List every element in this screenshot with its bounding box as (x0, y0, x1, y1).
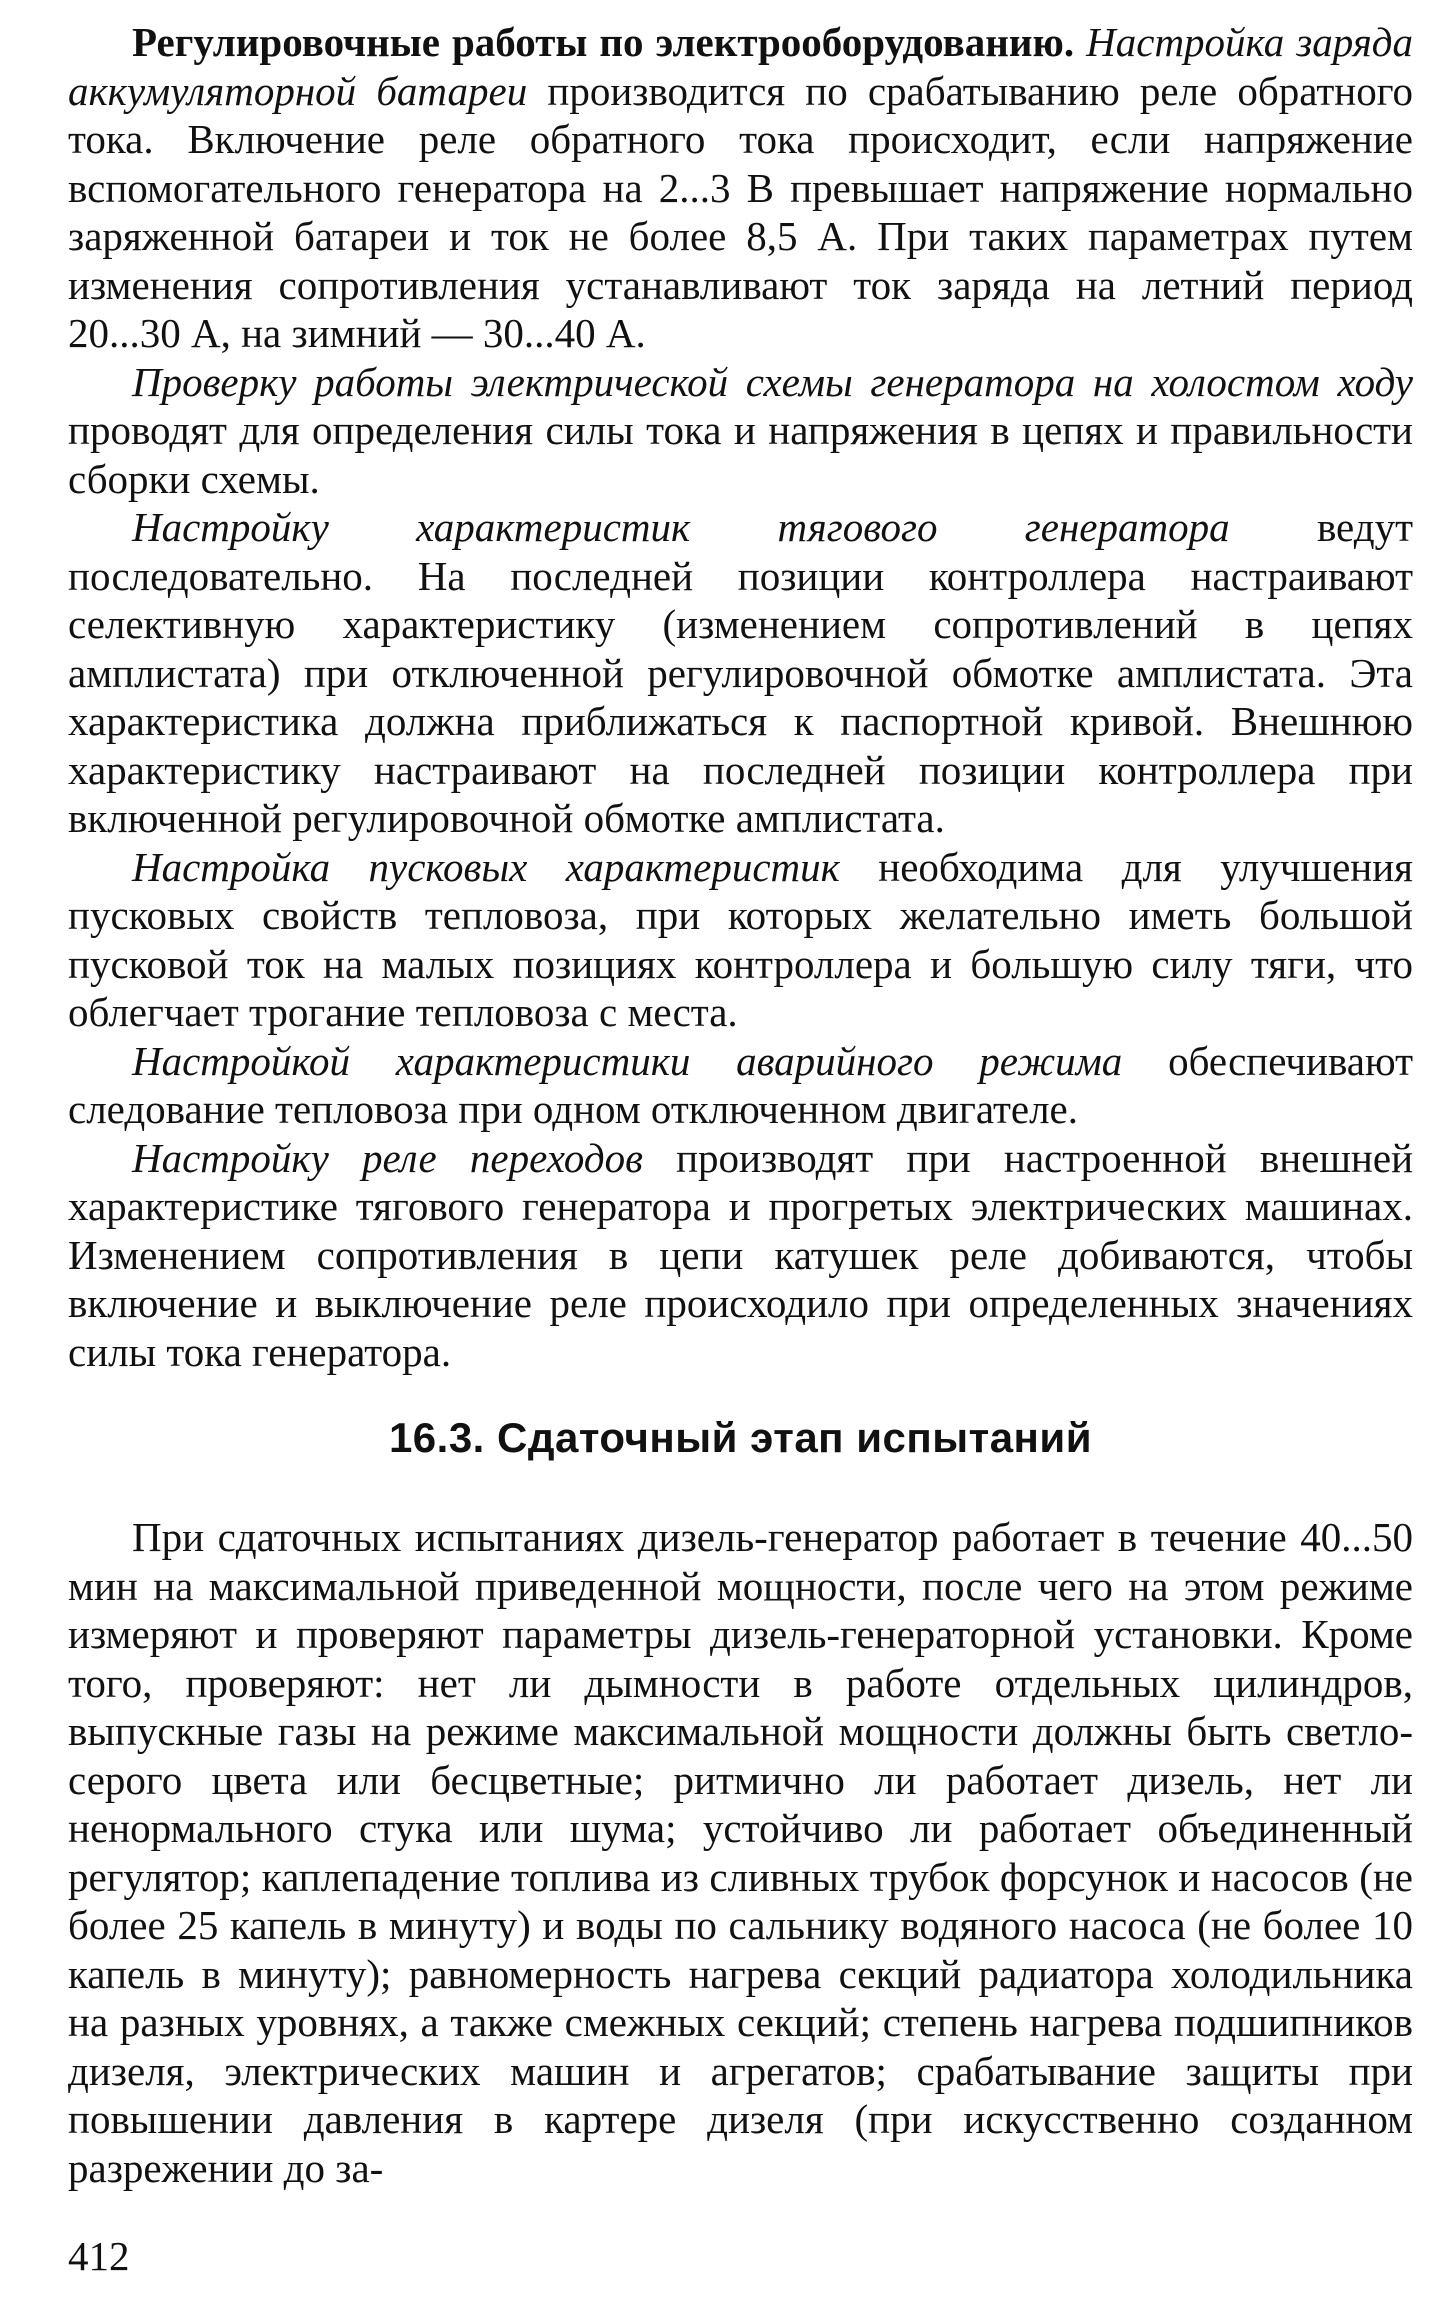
paragraph-emergency-mode (68, 1037, 1413, 1134)
paragraph-lead-italic: Настройкой характеристики аварийного режима (132, 1037, 1123, 1084)
paragraph-lead-italic: Настройка заряда аккумуляторной батареи (68, 19, 1413, 114)
paragraph-generator-idle-check (68, 358, 1413, 504)
paragraph-starting-characteristics (68, 843, 1413, 1037)
page-content (68, 18, 1414, 2191)
section-heading: 16.3. Сдаточный этап испытаний (388, 1414, 1093, 1461)
paragraph-lead-italic: Проверку работы электрической схемы генератора на холостом ходу (132, 358, 1413, 405)
paragraph-text: ведут последовательно. На последней позиции контроллера настраивают селективную характеристику (изменением сопротивлений в цепях амплистата) при отключенной регулировочной обмотке амплистата. Эта характеристика должна приближаться к паспортной кривой. Внешнюю характеристику настраивают на последней позиции контроллера при включенной регулировочной обмотке амплистата. (68, 504, 1413, 841)
paragraph-lead-bold: Регулировочные работы по электрооборудованию. (132, 19, 1075, 65)
paragraph-text: производится по срабатыванию реле обратного тока. Включение реле обратного тока происходит, если напряжение вспомогательного генератора на 2...3 В превышает напряжение нормально заряженной батареи и ток не более 8,5 А. При таких параметрах путем изменения сопротивления устанавливают ток заряда на летний период 20...30 А, на зимний — 30...40 А. (68, 67, 1414, 356)
paragraph-lead-italic: Настройку реле переходов (132, 1134, 643, 1181)
paragraph-lead-italic: Настройку характеристик тягового генератора (132, 504, 1230, 550)
section-body (68, 1513, 1413, 2192)
paragraph-text: производят при настроенной внешней характеристике тягового генератора и прогретых электрических машинах. Изменением сопротивления в цепи катушек реле добиваются, чтобы включение и выключение реле происходило при определенных значениях силы тока генератора. (68, 1134, 1414, 1375)
paragraph-lead-italic: Настройка пусковых характеристик (132, 843, 840, 890)
paragraph-transition-relay (68, 1134, 1413, 1377)
paragraph-text: необходима для улучшения пусковых свойств тепловоза, при которых желательно иметь большой пусковой ток на малых позициях контроллера и большую силу тяги, что облегчает трогание тепловоза с места. (68, 843, 1414, 1035)
paragraph-acceptance-tests: При сдаточных испытаниях дизель-генератор работает в течение 40...50 мин на максимальной приведенной мощности, после чего на этом режиме измеряют и проверяют параметры дизель-генераторной установки. Кроме того, проверяют: нет ли дымности в работе отдельных цилиндров, выпускные газы на режиме максимальной мощности должны быть светло-серого цвета или бесцветные; ритмично ли работает дизель, нет ли ненормального стука или шума; устойчиво ли работает объединенный регулятор; каплепадение топлива из сливных трубок форсунок и насосов (не более 25 капель в минуту) и воды по сальнику водяного насоса (не более 10 капель в минуту); равномерность нагрева секций радиатора холодильника на разных уровнях, а также смежных секций; степень нагрева подшипников дизеля, электрических машин и агрегатов; срабатывание защиты при повышении давления в картере дизеля (при искусственно созданном разрежении до за- (68, 1514, 1413, 2191)
paragraph-traction-generator-characteristics (68, 503, 1413, 843)
paragraph-electrical-adjustment (68, 18, 1413, 358)
paragraph-text: проводят для определения силы тока и напряжения в цепях и правильности сборки схемы. (68, 407, 1413, 502)
paragraph-text: обеспечивают следование тепловоза при одном отключенном двигателе. (68, 1037, 1414, 1132)
page-number: 412 (68, 2233, 130, 2279)
